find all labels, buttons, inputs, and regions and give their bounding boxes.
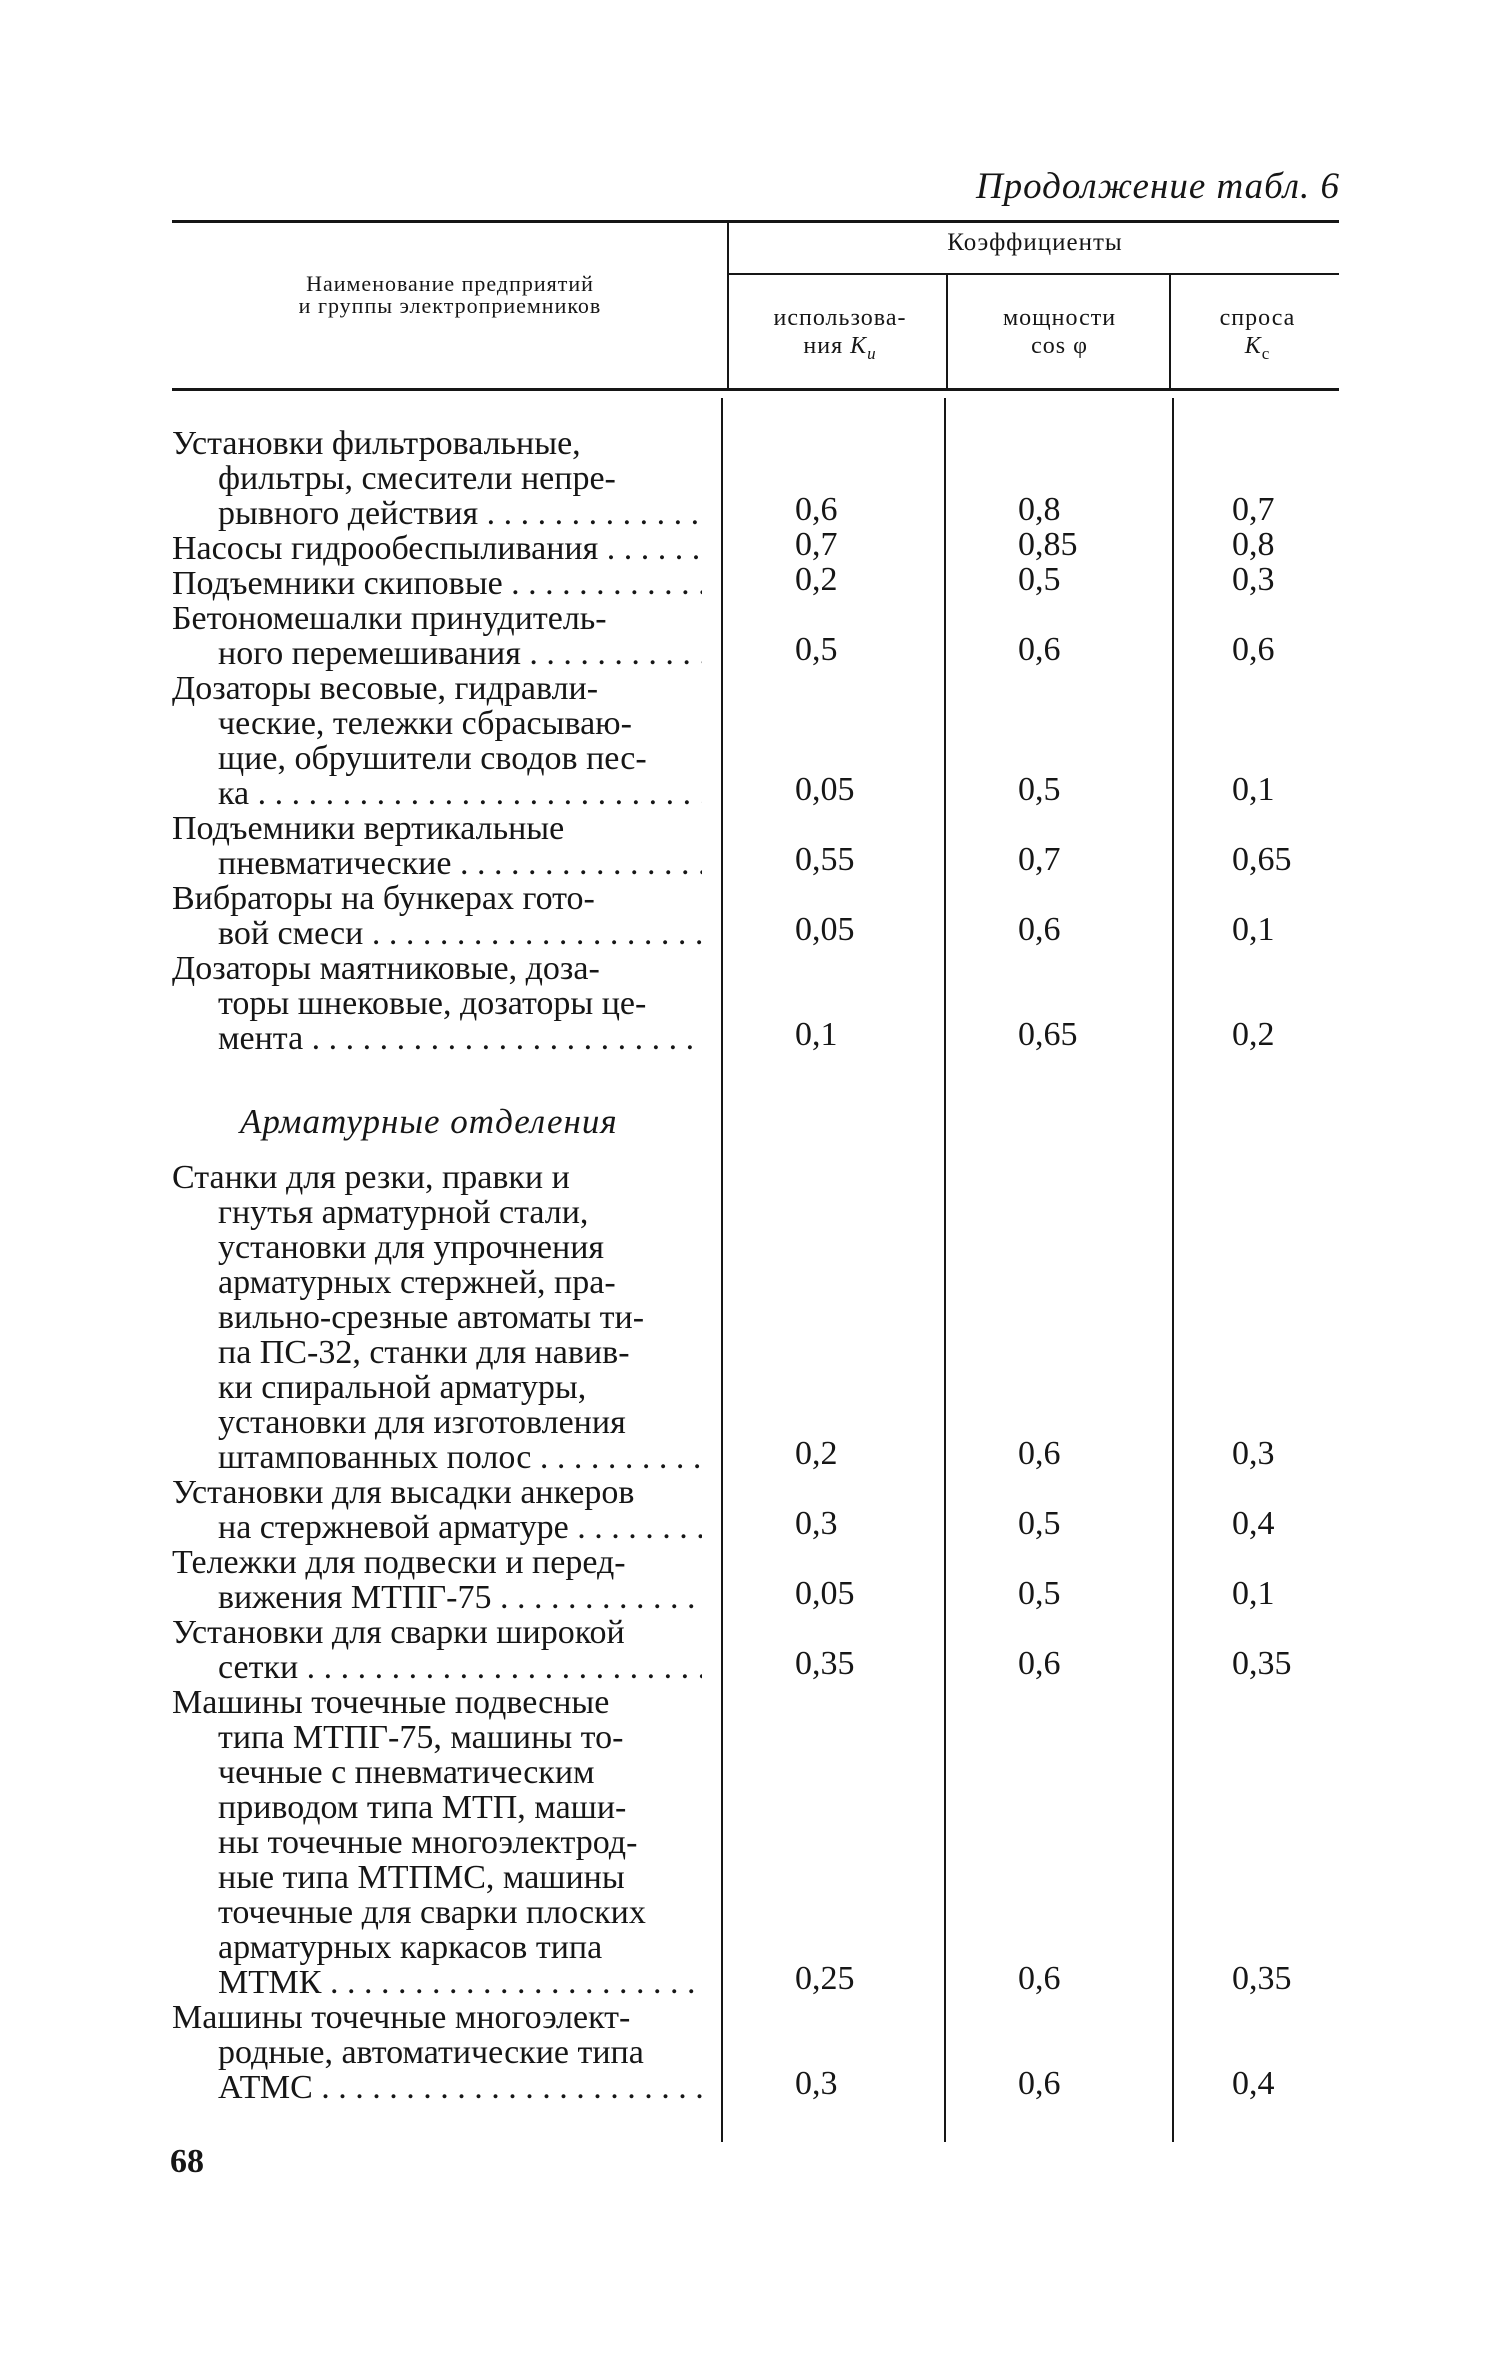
demand-coefficient-cell: 0,3 (1232, 1435, 1275, 1472)
row-description (172, 881, 702, 951)
row-description-line: штампованных полос . . . (172, 1440, 702, 1475)
column-header-usage (735, 304, 945, 368)
usage-coefficient-cell: 0,35 (795, 1645, 855, 1682)
header-usage-line-2: ния $K_и$ (803, 333, 877, 363)
row-description-line: вижения МТПГ-75 . . . (172, 1580, 702, 1615)
row-description-line: ного перемешивания . . . (172, 636, 702, 671)
row-description-line: Станки для резки, правки и (172, 1160, 570, 1195)
demand-coefficient-cell: 0,1 (1232, 771, 1275, 808)
row-description-line: Вибраторы на бункерах гото- (172, 881, 595, 916)
row-description-line: вой смеси . . . (172, 916, 702, 951)
power-factor-cell: 0,5 (1018, 1575, 1061, 1612)
row-description-line: ные типа МТПМС, машины (218, 1860, 625, 1895)
demand-coefficient-cell: 0,8 (1232, 526, 1275, 563)
column-header-coefficients: Коэффициенты (947, 229, 1123, 256)
power-factor-cell: 0,6 (1018, 1435, 1061, 1472)
usage-coefficient-cell: 0,2 (795, 561, 838, 598)
row-description-line: сетки . . . (172, 1650, 702, 1685)
row-description (172, 1160, 702, 1475)
row-description-line: на стержневой арматуре . . . (172, 1510, 702, 1545)
row-description-line: арматурных каркасов типа (218, 1930, 603, 1965)
row-description (172, 1475, 702, 1545)
demand-coefficient-cell: 0,3 (1232, 561, 1275, 598)
row-description-line: фильтры, смесители непре- (218, 461, 616, 496)
row-description-line: торы шнековые, дозаторы це- (218, 986, 647, 1021)
row-description-line: АТМС . . . (172, 2070, 702, 2105)
header-demand-line-1: спроса (1219, 305, 1296, 331)
demand-coefficient-cell: 0,4 (1232, 2065, 1275, 2102)
power-factor-cell: 0,5 (1018, 561, 1061, 598)
power-factor-cell: 0,7 (1018, 841, 1061, 878)
power-factor-cell: 0,6 (1018, 1645, 1061, 1682)
row-description-line: типа МТПГ-75, машины то- (218, 1720, 624, 1755)
row-description-line: вильно-срезные автоматы ти- (218, 1300, 645, 1335)
row-description-line: ческие, тележки сбрасываю- (218, 706, 632, 741)
row-description-line: Подъемники скиповые . . . (172, 566, 702, 601)
demand-coefficient-cell: 0,6 (1232, 631, 1275, 668)
row-description-line: чечные с пневматическим (218, 1755, 595, 1790)
body-divider-1 (721, 398, 723, 2142)
demand-coefficient-cell: 0,35 (1232, 1960, 1292, 1997)
demand-coefficient-cell: 0,2 (1232, 1016, 1275, 1053)
row-description-line: Машины точечные подвесные (172, 1685, 610, 1720)
row-description-line: приводом типа МТП, маши- (218, 1790, 627, 1825)
row-description (172, 2000, 702, 2105)
header-power-line-1: мощности (1002, 305, 1117, 331)
row-description-line: МТМК . . . (172, 1965, 702, 2000)
row-description-line: рывного действия . . . (172, 496, 702, 531)
header-bottom-rule (172, 388, 1339, 391)
usage-coefficient-cell: 0,3 (795, 1505, 838, 1542)
row-description-line: Насосы гидрообеспыливания . . . (172, 531, 702, 566)
row-description (172, 1545, 702, 1615)
row-description-line: Установки фильтровальные, (172, 426, 581, 461)
table-top-rule (172, 220, 1339, 223)
body-divider-3 (1172, 398, 1174, 2142)
power-factor-cell: 0,6 (1018, 1960, 1061, 1997)
usage-coefficient-cell: 0,3 (795, 2065, 838, 2102)
header-demand-line-2: $K_с$ (1244, 333, 1271, 363)
usage-coefficient-cell: 0,6 (795, 491, 838, 528)
column-header-name (190, 273, 710, 317)
usage-coefficient-cell: 0,2 (795, 1435, 838, 1472)
power-factor-cell: 0,8 (1018, 491, 1061, 528)
row-description (172, 951, 702, 1056)
usage-coefficient-cell: 0,1 (795, 1016, 838, 1053)
row-description-line: Машины точечные многоэлект- (172, 2000, 631, 2035)
header-power-line-2: cos φ (1031, 333, 1088, 359)
row-description-line: установки для изготовления (218, 1405, 626, 1440)
row-description (172, 1685, 702, 2000)
column-header-demand (1175, 304, 1340, 368)
usage-coefficient-cell: 0,05 (795, 771, 855, 808)
power-factor-cell: 0,6 (1018, 911, 1061, 948)
row-description-line: установки для упрочнения (218, 1230, 605, 1265)
coefficients-rule (728, 273, 1339, 275)
row-description-line: мента . . . (172, 1021, 702, 1056)
row-description-line: точечные для сварки плоских (218, 1895, 646, 1930)
power-factor-cell: 0,5 (1018, 771, 1061, 808)
table-continuation-note: Продолжение табл. 6 (975, 166, 1340, 207)
row-description-line: арматурных стержней, пра- (218, 1265, 616, 1300)
demand-coefficient-cell: 0,1 (1232, 911, 1275, 948)
demand-coefficient-cell: 0,35 (1232, 1645, 1292, 1682)
row-description-line: Дозаторы маятниковые, доза- (172, 951, 600, 986)
row-description (172, 531, 702, 566)
power-factor-cell: 0,5 (1018, 1505, 1061, 1542)
row-description (172, 1615, 702, 1685)
row-description-line: пневматические . . . (172, 846, 702, 881)
header-name-line-2: и группы электроприемников (298, 293, 602, 318)
demand-coefficient-cell: 0,1 (1232, 1575, 1275, 1612)
row-description-line: па ПС-32, станки для навив- (218, 1335, 630, 1370)
power-factor-cell: 0,85 (1018, 526, 1078, 563)
power-factor-cell: 0,65 (1018, 1016, 1078, 1053)
row-description-line: гнутья арматурной стали, (218, 1195, 589, 1230)
row-description (172, 601, 702, 671)
usage-coefficient-cell: 0,55 (795, 841, 855, 878)
usage-coefficient-cell: 0,05 (795, 1575, 855, 1612)
usage-coefficient-cell: 0,7 (795, 526, 838, 563)
row-description (172, 811, 702, 881)
row-description-line: щие, обрушители сводов пес- (218, 741, 647, 776)
demand-coefficient-cell: 0,7 (1232, 491, 1275, 528)
row-description-line: ки спиральной арматуры, (218, 1370, 587, 1405)
row-description-line: Дозаторы весовые, гидравли- (172, 671, 599, 706)
section-heading: Арматурные отделения (240, 1102, 618, 1141)
row-description-line: родные, автоматические типа (218, 2035, 644, 2070)
header-usage-line-1: использова- (773, 305, 907, 331)
body-divider-2 (944, 398, 946, 2142)
header-divider-3 (1169, 275, 1171, 388)
page-number: 68 (170, 2143, 204, 2180)
row-description-line: Установки для сварки широкой (172, 1615, 625, 1650)
column-header-power (952, 304, 1167, 360)
usage-coefficient-cell: 0,5 (795, 631, 838, 668)
header-divider-2 (946, 275, 948, 388)
row-description-line: ка . . . (172, 776, 702, 811)
row-description (172, 426, 702, 531)
demand-coefficient-cell: 0,65 (1232, 841, 1292, 878)
row-description (172, 566, 702, 601)
demand-coefficient-cell: 0,4 (1232, 1505, 1275, 1542)
usage-coefficient-cell: 0,25 (795, 1960, 855, 1997)
row-description-line: Тележки для подвески и перед- (172, 1545, 626, 1580)
usage-coefficient-cell: 0,05 (795, 911, 855, 948)
row-description-line: ны точечные многоэлектрод- (218, 1825, 638, 1860)
header-name-line-1: Наименование предприятий (306, 271, 594, 296)
row-description-line: Подъемники вертикальные (172, 811, 565, 846)
header-divider-1 (727, 222, 729, 388)
power-factor-cell: 0,6 (1018, 631, 1061, 668)
row-description-line: Установки для высадки анкеров (172, 1475, 635, 1510)
row-description (172, 671, 702, 811)
power-factor-cell: 0,6 (1018, 2065, 1061, 2102)
row-description-line: Бетономешалки принудитель- (172, 601, 607, 636)
